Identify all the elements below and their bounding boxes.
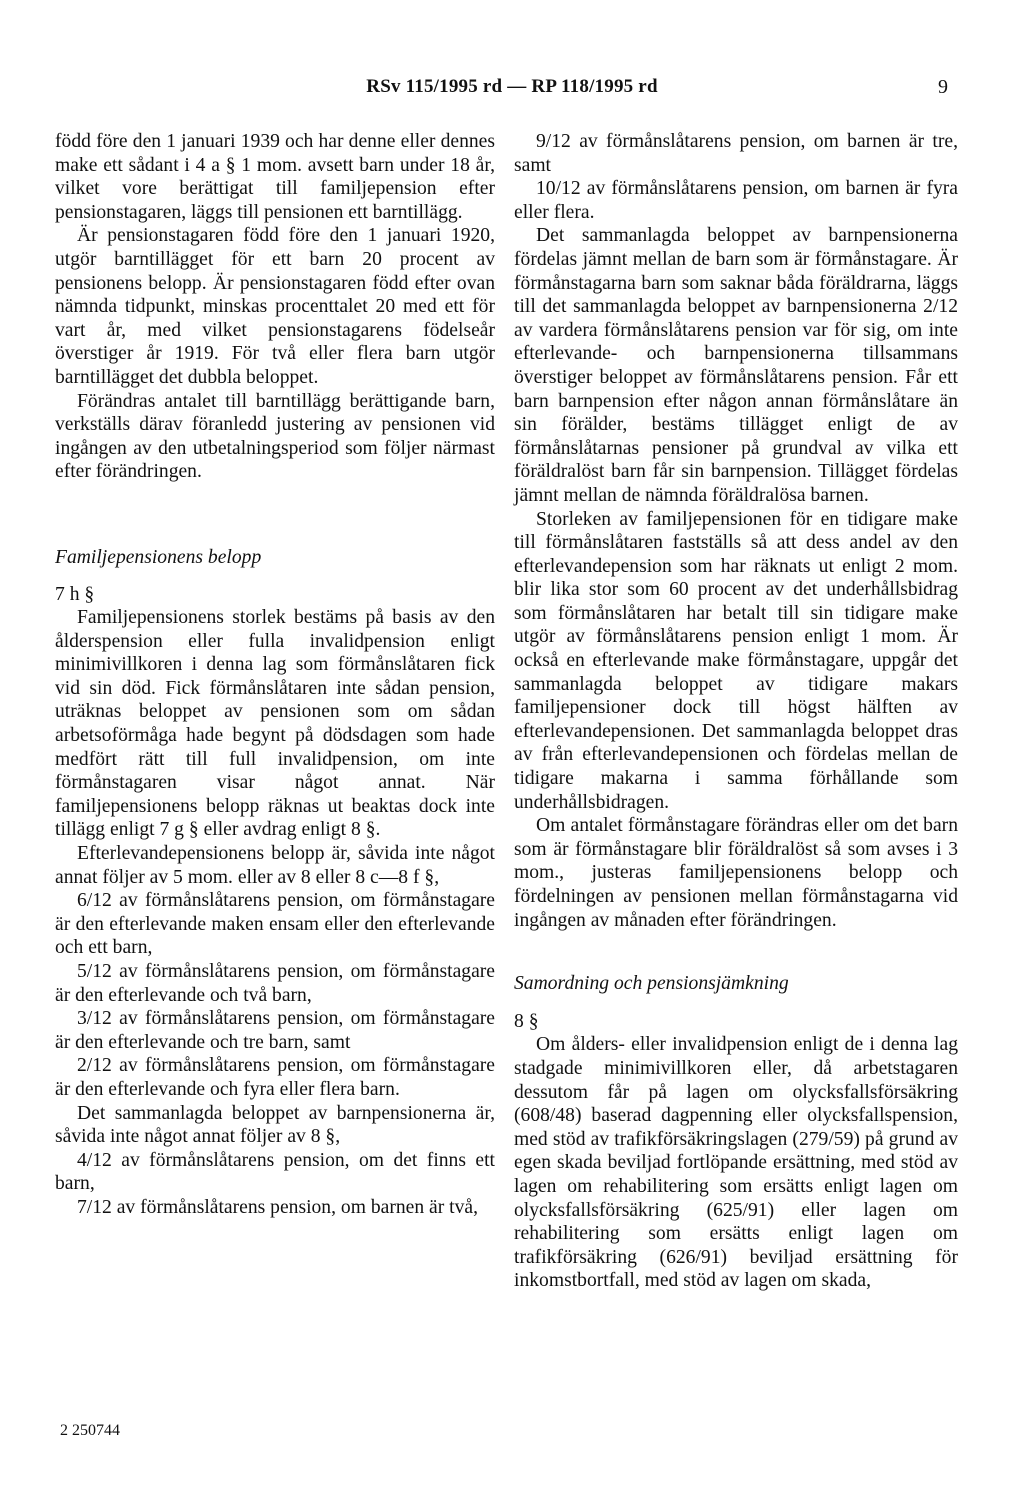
paragraph: Familjepensionens storlek bestäms på basis av den ålderspension eller fulla invalidpension enligt minimivillkoren i denna lag som förmånslåtaren fick vid sin död. Fick förmånslåtaren inte sådan pension, uträknas beloppet av pensionen som om sådan arbetsoförmåga hade begynt på dödsdagen som hade medfört rätt till full invalidpension, om inte förmånstagaren visar något annat. När familjepensionens belopp räknas ut beaktas dock inte tillägg enligt 7 g § eller avdrag enligt 8 §. xyxy=(55,607,495,841)
paragraph: Om antalet förmånstagare förändras eller om det barn som är förmånstagare blir föräldralöst så som avses i 3 mom., justeras familjepensionens belopp och fördelningen av pensionen mellan förmånstagarna vid ingången av månaden efter förändringen. xyxy=(514,815,958,931)
paragraph: 5/12 av förmånslåtarens pension, om förmånstagare är den efterlevande och två barn, xyxy=(55,961,495,1006)
left-column xyxy=(55,130,495,1220)
right-column xyxy=(514,130,958,1293)
running-head: RSv 115/1995 rd — RP 118/1995 rd xyxy=(366,76,658,97)
page-number: 9 xyxy=(938,76,948,98)
section-number: 8 § xyxy=(514,1010,539,1032)
paragraph: 10/12 av förmånslåtarens pension, om barnen är fyra eller flera. xyxy=(514,178,958,223)
paragraph: 7/12 av förmånslåtarens pension, om barnen är två, xyxy=(77,1196,479,1218)
section-heading: Samordning och pensionsjämkning xyxy=(514,973,789,995)
section-heading: Familjepensionens belopp xyxy=(55,546,262,568)
paragraph: 2/12 av förmånslåtarens pension, om förmånstagare är den efterlevande och fyra eller flera barn. xyxy=(55,1055,495,1100)
paragraph: 3/12 av förmånslåtarens pension, om förmånstagare är den efterlevande och tre barn, samt xyxy=(55,1008,495,1053)
paragraph: Efterlevandepensionens belopp är, såvida inte något annat följer av 5 mom. eller av 8 eller 8 c—8 f §, xyxy=(55,843,495,888)
print-code: 2 250744 xyxy=(60,1422,120,1439)
paragraph: Om ålders- eller invalidpension enligt de i denna lag stadgade minimivillkoren eller, då arbetstagaren dessutom får på lagen om olycksfallsförsäkring (608/48) baserad dagpenning eller olycksfallspension, med stöd av trafikförsäkringslagen (279/59) på grund av egen skada beviljad fortlöpande ersättning, med stöd av lagen om rehabilitering som ersätts enligt lagen om olycksfallsförsäkring (625/91) eller lagen om rehabilitering som ersätts enligt lagen om trafikförsäkring (626/91) beviljad ersättning för inkomstbortfall, med stöd av lagen om skada, xyxy=(514,1034,958,1292)
section-number: 7 h § xyxy=(55,583,95,605)
paragraph: 4/12 av förmånslåtarens pension, om det finns ett barn, xyxy=(55,1149,495,1195)
paragraph: Det sammanlagda beloppet av barnpensionerna fördelas jämnt mellan de barn som är förmånstagare. Är förmånstagarna barn som saknar båda föräldrarna, läggs till det sammanlagda beloppet av barnpensionerna 2/12 av vardera förmånslåtarens pension var för sig, om inte efterlevande- och barnpensionerna tillsammans överstiger beloppet av förmånslåtarens pension. Får ett barn barnpension efter någon annan förmånslåtare än sin förälder, bestäms tillägget enligt de av förmånslåtarnas pensioner på grundval av vilka ett föräldralöst barn får sin barnpension. Tillägget fördelas jämnt mellan de nämnda föräldralösa barnen. xyxy=(514,225,958,506)
page-header xyxy=(0,76,1024,106)
paragraph: 6/12 av förmånslåtarens pension, om förmånstagare är den efterlevande maken ensam eller den efterlevande och ett barn, xyxy=(55,890,495,959)
paragraph: Är pensionstagaren född före den 1 januari 1920, utgör barntillägget för ett barn 20 procent av pensionens belopp. Är pensionstagaren född efter ovan nämnda tidpunkt, minskas procenttalet 20 med ett för vart år, med vilket pensionstagarens födelseår överstiger år 1919. För två eller flera barn utgör barntillägget det dubbla beloppet. xyxy=(55,225,495,388)
paragraph: 9/12 av förmånslåtarens pension, om barnen är tre, samt xyxy=(514,131,958,176)
paragraph: Storleken av familjepensionen för en tidigare make till förmånslåtaren fastställs så att dess andel av den efterlevandepension som har räknats ut enligt 2 mom. blir lika stor som 60 procent av det underhållsbidrag som förmånslåtaren har betalt till sin tidigare make utgör av förmånslåtarens pension enligt 1 mom. Är också en efterlevande make förmånstagare, uppgår det sammanlagda beloppet av tidigare makars familjepensioner dock till högst hälften av efterlevandepensionen. Det sammanlagda beloppet dras av från efterlevandepensionen och fördelas mellan de tidigare makarna i samma förhållande som underhållsbidragen. xyxy=(514,508,958,813)
paragraph: Det sammanlagda beloppet av barnpensionerna är, såvida inte något annat följer av 8 §, xyxy=(55,1102,495,1148)
paragraph: Förändras antalet till barntillägg berättigande barn, verkställs därav föranledd justering av pensionen vid ingången av den utbetalningsperiod som följer närmast efter förändringen. xyxy=(55,390,495,483)
paragraph: född före den 1 januari 1939 och har denne eller dennes make ett sådant i 4 a § 1 mom. avsett barn under 18 år, vilket vore berättigat till familjepension efter pensionstagaren, läggs till pensionen ett barntillägg. xyxy=(55,131,495,223)
